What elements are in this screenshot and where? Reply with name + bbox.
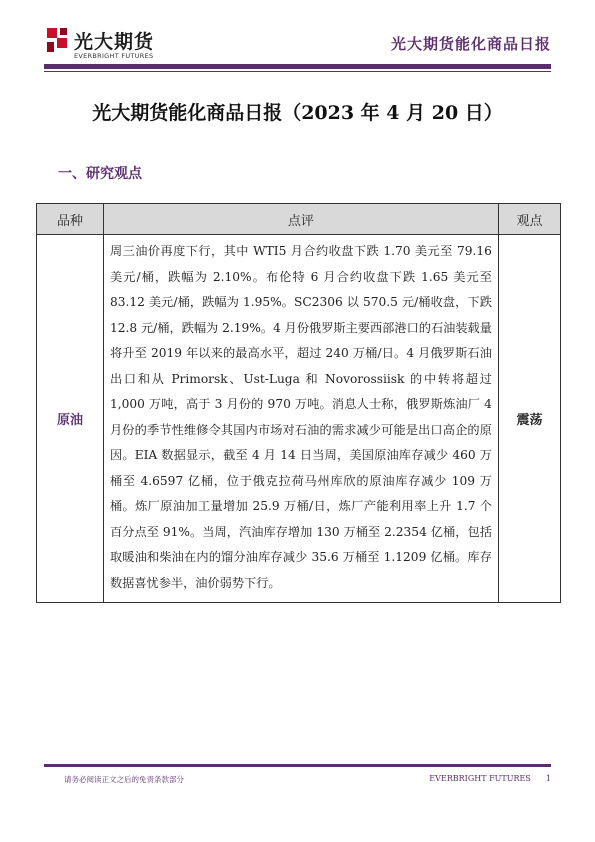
cell-comment: 周三油价再度下行，其中 WTI5 月合约收盘下跌 1.70 美元至 79.16 美元/桶，跌幅为 2.10%。布伦特 6 月合约收盘下跌 1.65 美元至 83.12 美元/桶，跌幅为 1.95%。SC2306 以 570.5 元/桶收盘，下跌 12.8 元/桶，跌幅为 2.19%。4 月份俄罗斯主要西部港口的石油装载量将升至 2019 年以来的最高水平，超过 240 万桶/日。4 月俄罗斯石油出口和从 Primorsk、Ust-Luga 和 Novorossiisk 的中转将超过 1,000 万吨，高于 3 月份的 970 万吨。消息人士称，俄罗斯炼油厂 4 月份的季节性维修令其国内市场对石油的需求减少可能是出口高企的原因。EIA 数据显示，截至 4 月 14 日当周，美国原油库存减少 460 万桶至 4.6597 亿桶，位于俄克拉荷马州库欣的原油库存减少 109 万桶。炼厂原油加工量增加 25.9 万桶/日，炼厂产能利用率上升 1.7 个百分点至 91%。当周，汽油库存增加 130 万桶至 2.2354 亿桶，包括取暖油和柴油在内的馏分油库存减少 35.6 万桶至 1.1209 亿桶。库存数据喜忧参半，油价弱势下行。	[103, 235, 498, 603]
header-comment: 点评	[103, 204, 498, 235]
footer-brand-page	[429, 774, 551, 783]
document-title: 光大期货能化商品日报（2023 年 4 月 20 日）	[92, 102, 503, 124]
table-row	[37, 235, 561, 603]
cell-variety: 原油	[37, 235, 104, 603]
footer-page-number: 1	[545, 774, 551, 783]
section-title: 一、研究观点	[58, 166, 142, 182]
logo-english-name: EVERBRIGHT FUTURES	[74, 52, 154, 60]
footer-brand: EVERBRIGHT FUTURES	[429, 774, 531, 783]
everbright-logo-icon	[44, 25, 70, 55]
header-divider	[44, 64, 551, 69]
footer-disclaimer: 请务必阅读正文之后的免责条款部分	[64, 775, 184, 784]
research-view-table	[36, 203, 561, 603]
table-header-row	[37, 204, 561, 235]
header-report-title: 光大期货能化商品日报	[390, 35, 551, 53]
footer-divider	[44, 764, 551, 767]
header-divider-thin	[44, 71, 551, 72]
company-logo	[44, 25, 204, 69]
cell-view: 震荡	[498, 235, 560, 603]
header-view: 观点	[498, 204, 560, 235]
logo-chinese-name: 光大期货	[74, 31, 155, 53]
header-variety: 品种	[37, 204, 104, 235]
